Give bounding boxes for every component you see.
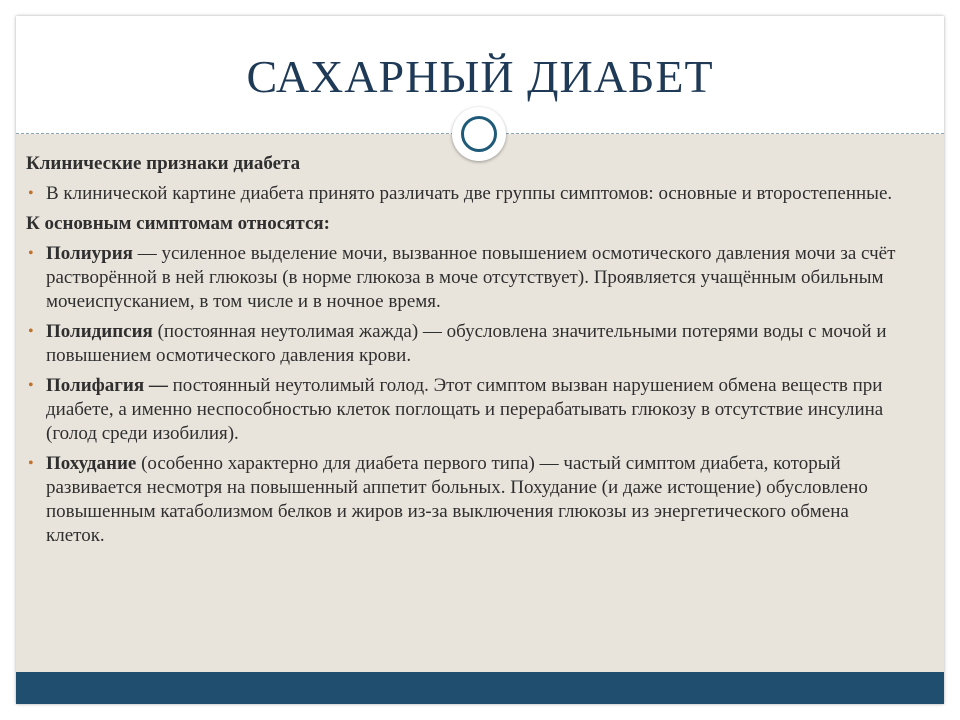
slide-body: [26, 152, 906, 554]
footer-bar: [16, 672, 944, 704]
bullet-icon: •: [28, 455, 34, 472]
heading-main-symptoms: К основным симптомам относятся:: [26, 213, 331, 234]
symptom-polyuria: [26, 242, 906, 314]
heading-clinical-signs: Клинические признаки диабета: [26, 153, 301, 174]
symptom-text: (постоянная неутолимая жажда) — обусловлена значительными потерями воды с мочой и повышением осмотического давления крови.: [46, 321, 887, 366]
symptom-text: — усиленное выделение мочи, вызванное повышением осмотического давления мочи за счёт растворённой в ней глюкозы (в норме глюкоза в моче отсутствует). Проявляется учащённым обильным мочеиспусканием, в том числе и в ночное время.: [46, 243, 896, 312]
symptom-term: Полидипсия: [46, 321, 153, 342]
bullet-icon: •: [28, 185, 34, 202]
symptom-polydipsia: [26, 320, 906, 368]
bullet-intro: [26, 182, 906, 206]
circle-ornament-icon: [452, 107, 506, 161]
symptom-term: Полиурия: [46, 243, 133, 264]
symptom-polyphagia: [26, 374, 906, 446]
circle-ring: [461, 116, 497, 152]
bullet-icon: •: [28, 377, 34, 394]
symptom-text: (особенно характерно для диабета первого типа) — частый симптом диабета, который развивается несмотря на повышенный аппетит больных. Похудание (и даже истощение) обусловлено повышенным катаболизмом белков и жиров из-за выключения глюкозы из энергетического обмена клеток.: [46, 453, 868, 546]
symptom-text: постоянный неутолимый голод. Этот симптом вызван нарушением обмена веществ при диабете, а именно неспособностью клеток поглощать и перерабатывать глюкозу в отсутствие инсулина (голод среди изобилия).: [46, 375, 884, 444]
intro-text: В клинической картине диабета принято различать две группы симптомов: основные и второстепенные.: [46, 183, 893, 204]
slide-title: САХАРНЫЙ ДИАБЕТ: [246, 51, 714, 102]
symptom-term: Похудание: [46, 453, 137, 474]
symptom-weight-loss: [26, 452, 906, 548]
bullet-icon: •: [28, 245, 34, 262]
bullet-icon: •: [28, 323, 34, 340]
symptom-term: Полифагия —: [46, 375, 168, 396]
